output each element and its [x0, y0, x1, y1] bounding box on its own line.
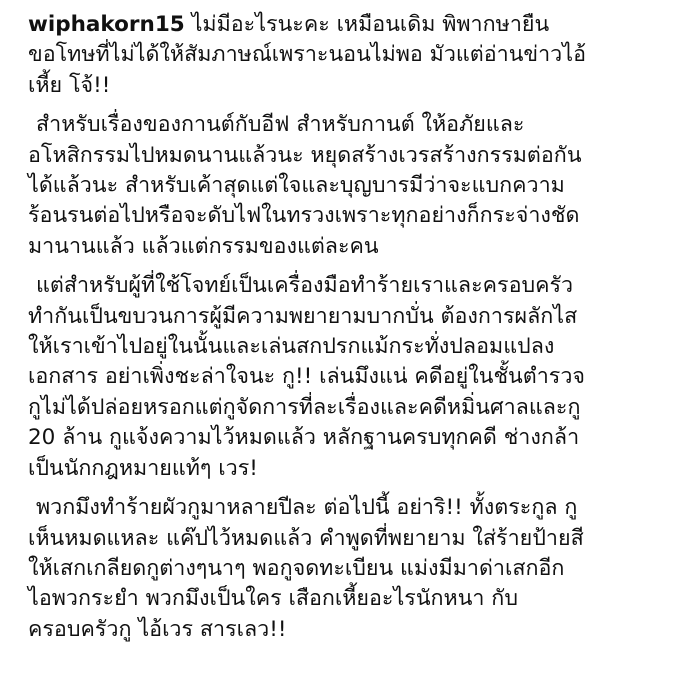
caption-line: [28, 493, 683, 523]
caption-line: มานานแล้ว แล้วแต่กรรมของแต่ละคน: [28, 233, 379, 259]
caption-line: เหี้ย โจ้!!: [28, 72, 111, 98]
caption-text: สำหรับเรื่องของกานต์กับอีฟ สำหรับกานต์ ให้อภัยและ: [36, 112, 525, 138]
caption-line: ไอพวกระยำ พวกมึงเป็นใคร เสือกเหี้ยอะไรนักหนา กับ: [28, 586, 518, 612]
post-caption: [28, 10, 683, 645]
username-link[interactable]: wiphakorn15: [28, 12, 185, 37]
caption-line: ให้เสกเกลียดกูต่างๆนาๆ พอกูจดทะเบียน แม่งมีมาด่าเสกอีก: [28, 555, 565, 581]
caption-paragraph: [28, 271, 683, 484]
caption-line: ได้แล้วนะ สำหรับเค้าสุดแต่ใจและบุญบารมีว่าจะแบกความ: [28, 173, 565, 199]
caption-line: กูไม่ได้ปล่อยหรอกแต่กูจัดการที่ละเรื่องและคดีหมิ่นศาลและกู: [28, 394, 581, 420]
caption-line: ครอบครัวกู ไอ้เวร สารเลว!!: [28, 616, 287, 642]
caption-line: ทำกันเป็นขบวนการผู้มีความพยายามบากบั่น ต้องการผลักไส: [28, 303, 578, 329]
caption-text: ไม่มีอะไรนะคะ เหมือนเดิม พิพากษายืน: [184, 12, 550, 37]
caption-line: เป็นนักกฎหมายแท้ๆ เวร!: [28, 455, 258, 481]
caption-text: แต่สำหรับผู้ที่ใช้โจทย์เป็นเครื่องมือทำร้ายเราและครอบครัว: [36, 273, 574, 299]
caption-line: [28, 10, 683, 40]
caption-paragraph: [28, 493, 683, 645]
caption-text: พวกมึงทำร้ายผัวกูมาหลายปีละ ต่อไปนี้ อย่าริ!! ทั้งตระกูล กู: [36, 495, 578, 521]
caption-line: ให้เราเข้าไปอยู่ในนั้นและเล่นสกปรกแม้กระทั่งปลอมแปลง: [28, 334, 555, 360]
caption-line: 20 ล้าน กูแจ้งความไว้หมดแล้ว หลักฐานครบทุกคดี ช่างกล้า: [28, 425, 580, 451]
caption-paragraph: [28, 10, 683, 101]
caption-paragraph: [28, 110, 683, 262]
caption-line: เห็นหมดแหละ แค๊ปไว้หมดแล้ว คำพูดที่พยายาม ใส่ร้ายป้ายสี: [28, 525, 584, 551]
caption-line: เอกสาร อย่าเพิ่งชะล่าใจนะ กู!! เล่นมึงแน่ คดีอยู่ในชั้นตำรวจ: [28, 364, 585, 390]
caption-line: ขอโทษที่ไม่ได้ให้สัมภาษณ์เพราะนอนไม่พอ มัวแต่อ่านข่าวไอ้: [28, 42, 586, 68]
caption-line: ร้อนรนต่อไปหรือจะดับไฟในทรวงเพราะทุกอย่างก็กระจ่างชัด: [28, 203, 580, 229]
caption-line: อโหสิกรรมไปหมดนานแล้วนะ หยุดสร้างเวรสร้างกรรมต่อกัน: [28, 142, 582, 168]
caption-line: [28, 271, 683, 301]
caption-line: [28, 110, 683, 140]
